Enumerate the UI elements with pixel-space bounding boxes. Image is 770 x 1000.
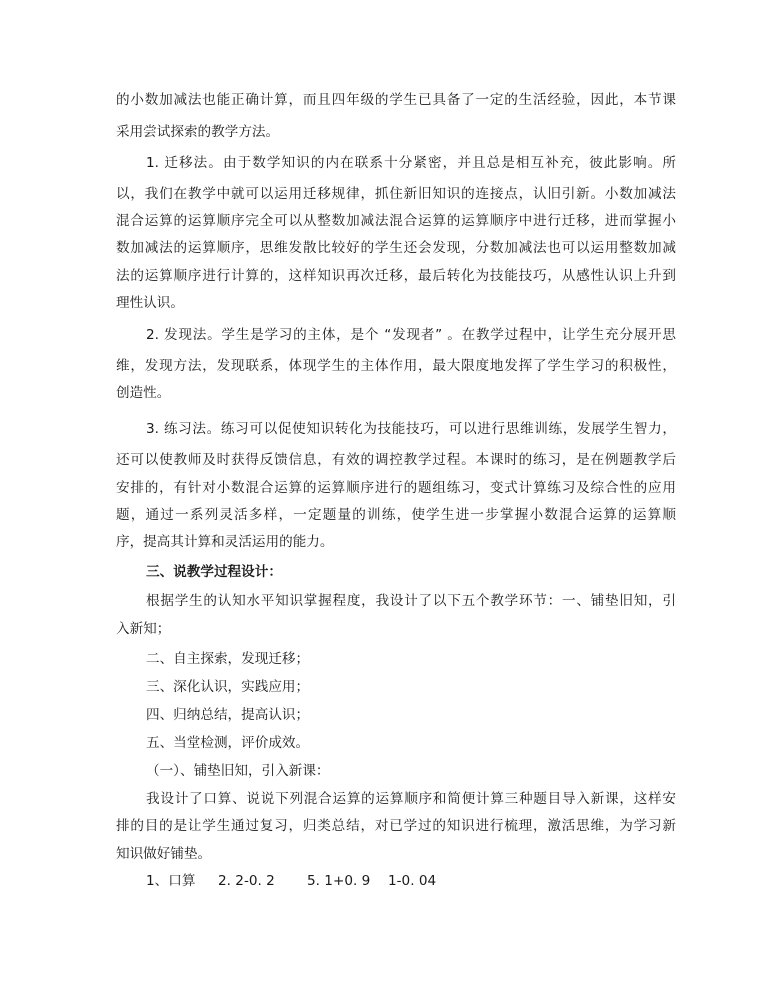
paragraph-line: 排的目的是让学生通过复习，归类总结，对已学过的知识进行梳理，激活思维，为学习新 xyxy=(116,818,676,834)
method-3-line: 题，通过一系列灵活多样，一定题量的训练，使学生进一步掌握小数混合运算的运算顺 xyxy=(116,507,676,523)
method-3-line: 还可以使教师及时获得反馈信息，有效的调控教学过程。本课时的练习，是在例题教学后 xyxy=(116,452,676,468)
method-2-line: 创造性。 xyxy=(116,385,171,401)
step-item: 三、深化认识，实践应用； xyxy=(146,679,310,695)
paragraph-line: 根据学生的认知水平知识掌握程度，我设计了以下五个教学环节：一、铺垫旧知，引 xyxy=(146,593,676,609)
oral-calc-item: 2. 2-0. 2 xyxy=(218,873,275,889)
method-1-line: 理性认识。 xyxy=(116,295,184,311)
step-item: 二、自主探索，发现迁移； xyxy=(146,651,310,667)
method-3-line: 序，提高其计算和灵活运用的能力。 xyxy=(116,534,334,550)
paragraph-line: 我设计了口算、说说下列混合运算的运算顺序和简便计算三种题目导入新课，这样安 xyxy=(146,791,676,807)
method-2-line: 2. 发现法。学生是学习的主体，是个 “发现者” 。在教学过程中，让学生充分展开思 xyxy=(146,327,676,343)
method-1-line: 混合运算的运算顺序完全可以从整数加减法混合运算的运算顺序中进行迁移，进而掌握小 xyxy=(116,213,676,229)
sub-heading: （一）、铺垫旧知，引入新课： xyxy=(146,763,330,779)
step-item: 五、当堂检测，评价成效。 xyxy=(146,735,310,751)
paragraph-line: 采用尝试探索的教学方法。 xyxy=(116,124,280,140)
paragraph-line: 知识做好铺垫。 xyxy=(116,846,212,862)
method-1-line: 数加减法的运算顺序，思维发散比较好的学生还会发现，分数加减法也可以运用整数加减 xyxy=(116,240,676,256)
oral-calc-item: 5. 1+0. 9 xyxy=(307,873,371,889)
method-1-line: 1. 迁移法。由于数学知识的内在联系十分紧密，并且总是相互补充，彼此影响。所 xyxy=(146,155,676,171)
method-1-line: 法的运算顺序进行计算的，这样知识再次迁移，最后转化为技能技巧，从感性认识上升到 xyxy=(116,268,676,284)
paragraph-line: 的小数加减法也能正确计算，而且四年级的学生已具备了一定的生活经验，因此，本节课 xyxy=(116,92,676,108)
oral-calc-label: 1、口算 xyxy=(146,873,196,889)
oral-calc-item: 1-0. 04 xyxy=(388,873,437,889)
method-3-line: 3. 练习法。练习可以促使知识转化为技能技巧，可以进行思维训练，发展学生智力， xyxy=(146,421,676,437)
section-heading: 三、说教学过程设计： xyxy=(146,564,282,580)
method-2-line: 维，发现方法，发现联系，体现学生的主体作用，最大限度地发挥了学生学习的积极性， xyxy=(116,358,676,374)
method-3-line: 安排的，有针对小数混合运算的运算顺序进行的题组练习，变式计算练习及综合性的应用 xyxy=(116,480,676,496)
step-item: 四、归纳总结，提高认识； xyxy=(146,707,310,723)
method-1-line: 以，我们在教学中就可以运用迁移规律，抓住新旧知识的连接点，认旧引新。小数加减法 xyxy=(116,186,676,202)
paragraph-line: 入新知； xyxy=(116,621,171,637)
